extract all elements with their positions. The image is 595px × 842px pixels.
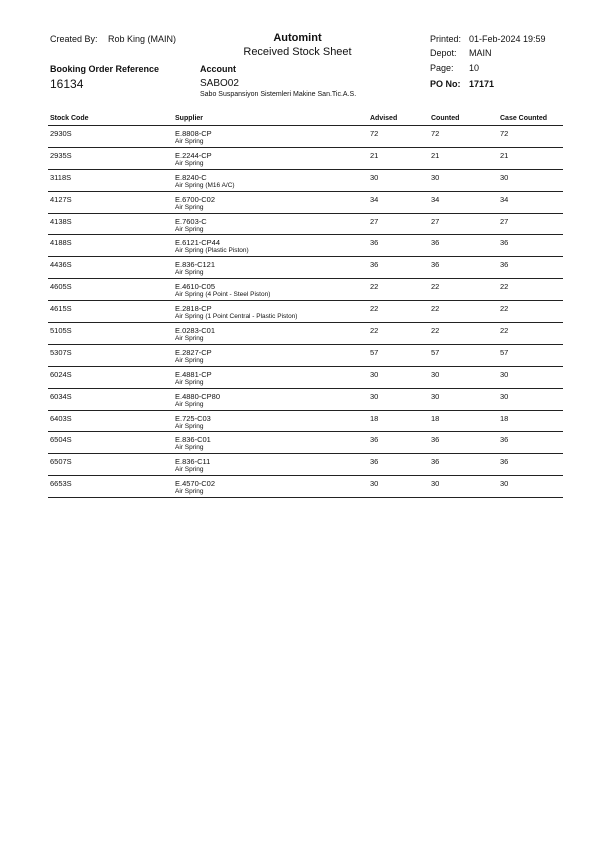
supplier-code-cell: E.6121-CP44 [175, 238, 221, 248]
counted-cell: 36 [431, 457, 440, 467]
page-number-label: Page: [430, 63, 454, 73]
table-row [48, 148, 563, 170]
advised-cell: 36 [370, 260, 379, 270]
company-name: Automint [273, 32, 322, 44]
table-row [48, 389, 563, 411]
item-description-cell: Air Spring [175, 378, 204, 386]
table-row [48, 432, 563, 454]
case-counted-cell: 36 [500, 435, 509, 445]
advised-cell: 30 [370, 479, 379, 489]
stock-code-cell: 4188S [50, 238, 72, 248]
item-description-cell: Air Spring [175, 159, 204, 167]
supplier-code-cell: E.2827-CP [175, 347, 212, 357]
item-description-cell: Air Spring (4 Point - Steel Piston) [175, 291, 271, 299]
case-counted-cell: 36 [500, 457, 509, 467]
case-counted-cell: 30 [500, 391, 509, 401]
case-counted-cell: 34 [500, 194, 509, 204]
counted-cell: 27 [431, 216, 440, 226]
column-header-stock-code: Stock Code [50, 115, 89, 122]
table-row [48, 301, 563, 323]
stock-code-cell: 6034S [50, 391, 72, 401]
account-label: Account [200, 64, 236, 74]
account-name: Sabo Suspansiyon Sistemleri Makine San.Tic.A.S. [200, 91, 357, 98]
supplier-code-cell: E.836-C121 [175, 260, 216, 270]
item-description-cell: Air Spring [175, 138, 204, 145]
case-counted-cell: 22 [500, 282, 509, 292]
case-counted-cell: 36 [500, 238, 509, 248]
counted-cell: 30 [431, 391, 440, 401]
advised-cell: 18 [370, 413, 379, 423]
printed-value: 01-Feb-2024 19:59 [469, 34, 546, 44]
table-row [48, 367, 563, 389]
supplier-code-cell: E.4610-C05 [175, 282, 216, 292]
table-row [48, 126, 563, 148]
counted-cell: 57 [431, 347, 440, 357]
advised-cell: 57 [370, 347, 379, 357]
table-row [48, 235, 563, 257]
counted-cell: 36 [431, 238, 440, 248]
advised-cell: 34 [370, 194, 379, 204]
page-number-value: 10 [469, 63, 480, 73]
supplier-code-cell: E.836-C11 [175, 457, 211, 467]
case-counted-cell: 18 [500, 413, 509, 423]
case-counted-cell: 72 [500, 129, 509, 138]
item-description-cell: Air Spring [175, 444, 204, 452]
item-description-cell: Air Spring [175, 203, 204, 211]
case-counted-cell: 30 [500, 172, 509, 182]
item-description-cell: Air Spring [175, 269, 204, 277]
table-row [48, 170, 563, 192]
advised-cell: 36 [370, 238, 379, 248]
item-description-cell: Air Spring [175, 225, 204, 233]
case-counted-cell: 22 [500, 304, 509, 314]
item-description-cell: Air Spring [175, 400, 204, 408]
booking-order-label: Booking Order Reference [50, 64, 160, 74]
supplier-code-cell: E.6700-C02 [175, 194, 216, 204]
stock-table [48, 114, 563, 498]
depot-value: MAIN [469, 48, 492, 58]
counted-cell: 30 [431, 369, 440, 379]
case-counted-cell: 36 [500, 260, 509, 270]
supplier-code-cell: E.8808-CP [175, 129, 212, 138]
counted-cell: 22 [431, 304, 440, 314]
column-header-counted: Counted [431, 115, 460, 122]
created-by-label: Created By: [50, 34, 98, 44]
stock-code-cell: 6504S [50, 435, 72, 445]
counted-cell: 22 [431, 282, 440, 292]
stock-code-cell: 3118S [50, 172, 72, 182]
supplier-code-cell: E.836-C01 [175, 435, 211, 445]
table-body [48, 126, 563, 498]
counted-cell: 21 [431, 150, 440, 160]
counted-cell: 72 [431, 129, 440, 138]
supplier-code-cell: E.4570-C02 [175, 479, 216, 489]
table-row [48, 192, 563, 214]
counted-cell: 22 [431, 326, 440, 336]
table-row [48, 454, 563, 476]
stock-code-cell: 6024S [50, 369, 72, 379]
table-row [48, 411, 563, 433]
stock-code-cell: 4615S [50, 304, 72, 314]
case-counted-cell: 22 [500, 326, 509, 336]
case-counted-cell: 57 [500, 347, 509, 357]
table-row [48, 257, 563, 279]
advised-cell: 22 [370, 326, 379, 336]
po-number-value: 17171 [469, 79, 495, 89]
table-row [48, 323, 563, 345]
po-number-label: PO No: [430, 79, 461, 89]
column-header-case-counted: Case Counted [500, 115, 548, 122]
table-row [48, 214, 563, 236]
item-description-cell: Air Spring [175, 356, 204, 364]
case-counted-cell: 27 [500, 216, 509, 226]
case-counted-cell: 30 [500, 479, 509, 489]
stock-code-cell: 6653S [50, 479, 72, 489]
advised-cell: 36 [370, 457, 379, 467]
item-description-cell: Air Spring (1 Point Central - Plastic Piston) [175, 313, 298, 321]
stock-code-cell: 5307S [50, 347, 72, 357]
supplier-code-cell: E.725-C03 [175, 413, 211, 423]
stock-code-cell: 4127S [50, 194, 72, 204]
item-description-cell: Air Spring (Plastic Piston) [175, 247, 249, 255]
counted-cell: 18 [431, 413, 440, 423]
advised-cell: 22 [370, 282, 379, 292]
advised-cell: 21 [370, 150, 379, 160]
advised-cell: 30 [370, 369, 379, 379]
page-title: Received Stock Sheet [243, 46, 352, 58]
stock-code-cell: 4138S [50, 216, 72, 226]
case-counted-cell: 30 [500, 369, 509, 379]
advised-cell: 36 [370, 435, 379, 445]
advised-cell: 27 [370, 216, 379, 226]
advised-cell: 72 [370, 129, 379, 138]
depot-label: Depot: [430, 48, 457, 58]
stock-code-cell: 6507S [50, 457, 72, 467]
printed-label: Printed: [430, 34, 462, 44]
booking-order-value: 16134 [50, 77, 84, 91]
stock-code-cell: 5105S [50, 326, 72, 336]
supplier-code-cell: E.2818-CP [175, 304, 212, 314]
counted-cell: 34 [431, 194, 440, 204]
counted-cell: 30 [431, 172, 440, 182]
stock-code-cell: 2930S [50, 129, 72, 138]
supplier-code-cell: E.4880-CP80 [175, 391, 221, 401]
column-header-advised: Advised [370, 115, 398, 122]
supplier-code-cell: E.0283-C01 [175, 326, 216, 336]
column-header-supplier: Supplier [175, 115, 204, 122]
stock-code-cell: 6403S [50, 413, 72, 423]
counted-cell: 30 [431, 479, 440, 489]
table-header-row [48, 114, 563, 126]
counted-cell: 36 [431, 435, 440, 445]
created-by-value: Rob King (MAIN) [108, 34, 177, 44]
stock-code-cell: 4605S [50, 282, 72, 292]
advised-cell: 30 [370, 172, 379, 182]
table-row [48, 279, 563, 301]
item-description-cell: Air Spring [175, 488, 204, 496]
account-code: SABO02 [200, 78, 239, 89]
stock-code-cell: 2935S [50, 150, 72, 160]
supplier-code-cell: E.7603-C [175, 216, 207, 226]
table-row [48, 345, 563, 367]
item-description-cell: Air Spring [175, 466, 204, 474]
counted-cell: 36 [431, 260, 440, 270]
supplier-code-cell: E.8240-C [175, 172, 207, 182]
stock-code-cell: 4436S [50, 260, 72, 270]
item-description-cell: Air Spring [175, 422, 204, 430]
supplier-code-cell: E.2244-CP [175, 150, 212, 160]
item-description-cell: Air Spring (M16 A/C) [175, 181, 235, 189]
item-description-cell: Air Spring [175, 335, 204, 343]
advised-cell: 22 [370, 304, 379, 314]
case-counted-cell: 21 [500, 150, 509, 160]
advised-cell: 30 [370, 391, 379, 401]
table-row [48, 476, 563, 498]
supplier-code-cell: E.4881-CP [175, 369, 212, 379]
